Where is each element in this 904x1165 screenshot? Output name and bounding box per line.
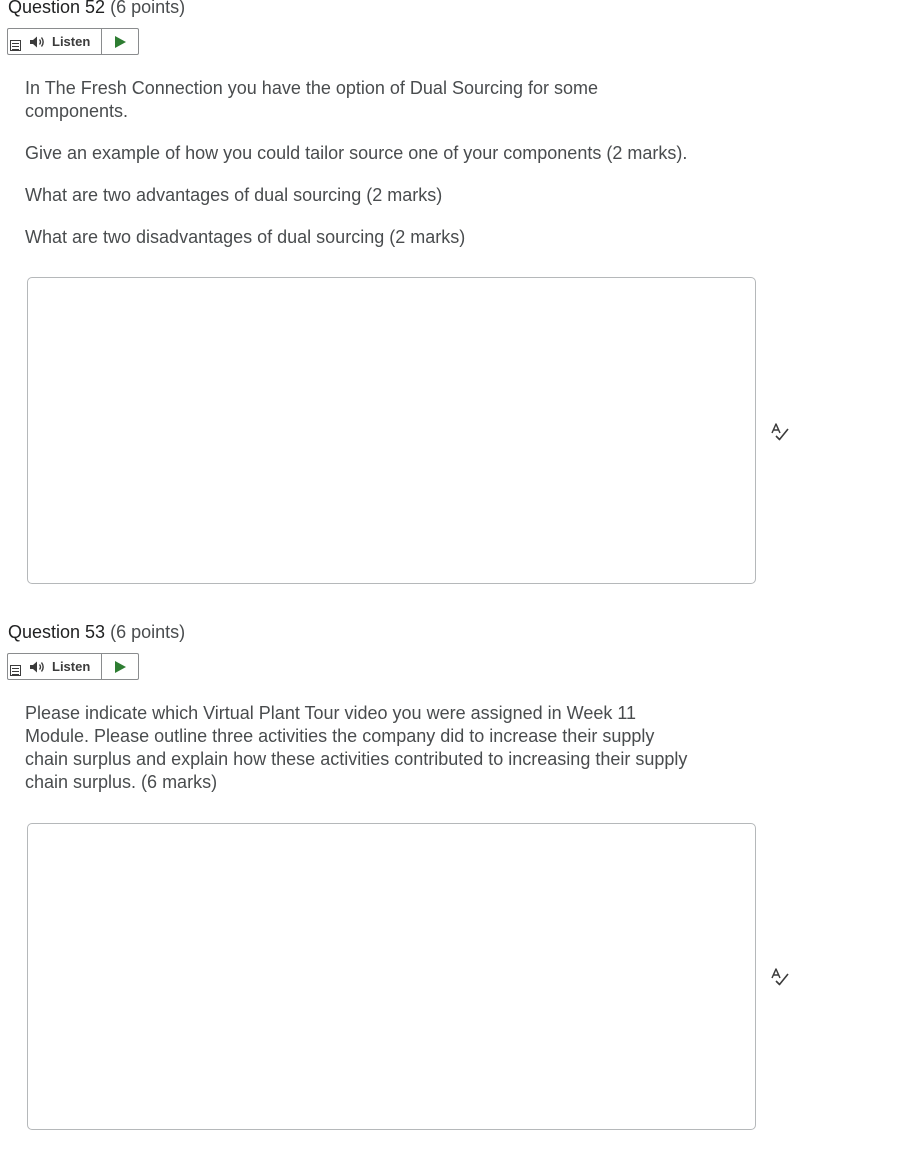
question-prompt-line: In The Fresh Connection you have the option of Dual Sourcing for some bbox=[25, 78, 599, 98]
question-title: Question 53 bbox=[8, 622, 106, 642]
question-prompt-line: Please indicate which Virtual Plant Tour video you were assigned in Week 11 bbox=[25, 703, 637, 723]
speaker-icon bbox=[30, 661, 46, 673]
question-prompt-line: What are two disadvantages of dual sourcing (2 marks) bbox=[25, 227, 466, 247]
question-heading bbox=[8, 622, 185, 643]
question-prompt-line: components. bbox=[25, 101, 129, 121]
speaker-icon bbox=[30, 36, 46, 48]
question-prompt-line: chain surplus and explain how these activities contributed to increasing their supply bbox=[25, 749, 688, 769]
listen-label: Listen bbox=[52, 659, 91, 674]
play-button[interactable] bbox=[102, 654, 138, 679]
listen-widget bbox=[7, 653, 139, 680]
spell-check-icon[interactable] bbox=[770, 423, 790, 441]
play-icon bbox=[115, 36, 126, 48]
question-title: Question 52 bbox=[8, 0, 106, 17]
question-prompt-line: What are two advantages of dual sourcing (2 marks) bbox=[25, 185, 443, 205]
question-prompt-line: Give an example of how you could tailor source one of your components (2 marks). bbox=[25, 143, 688, 163]
listen-label: Listen bbox=[52, 34, 91, 49]
listen-widget bbox=[7, 28, 139, 55]
answer-textarea[interactable] bbox=[27, 823, 756, 1130]
menu-icon[interactable] bbox=[10, 40, 21, 51]
question-heading bbox=[8, 0, 185, 18]
listen-button[interactable] bbox=[8, 654, 102, 679]
question-prompt-line: chain surplus. (6 marks) bbox=[25, 772, 218, 792]
play-button[interactable] bbox=[102, 29, 138, 54]
question-points: (6 points) bbox=[110, 0, 186, 17]
question-points: (6 points) bbox=[110, 622, 186, 642]
answer-textarea[interactable] bbox=[27, 277, 756, 584]
question-prompt-line: Module. Please outline three activities the company did to increase their supply bbox=[25, 726, 655, 746]
play-icon bbox=[115, 661, 126, 673]
listen-button[interactable] bbox=[8, 29, 102, 54]
spell-check-icon[interactable] bbox=[770, 968, 790, 986]
menu-icon[interactable] bbox=[10, 665, 21, 676]
